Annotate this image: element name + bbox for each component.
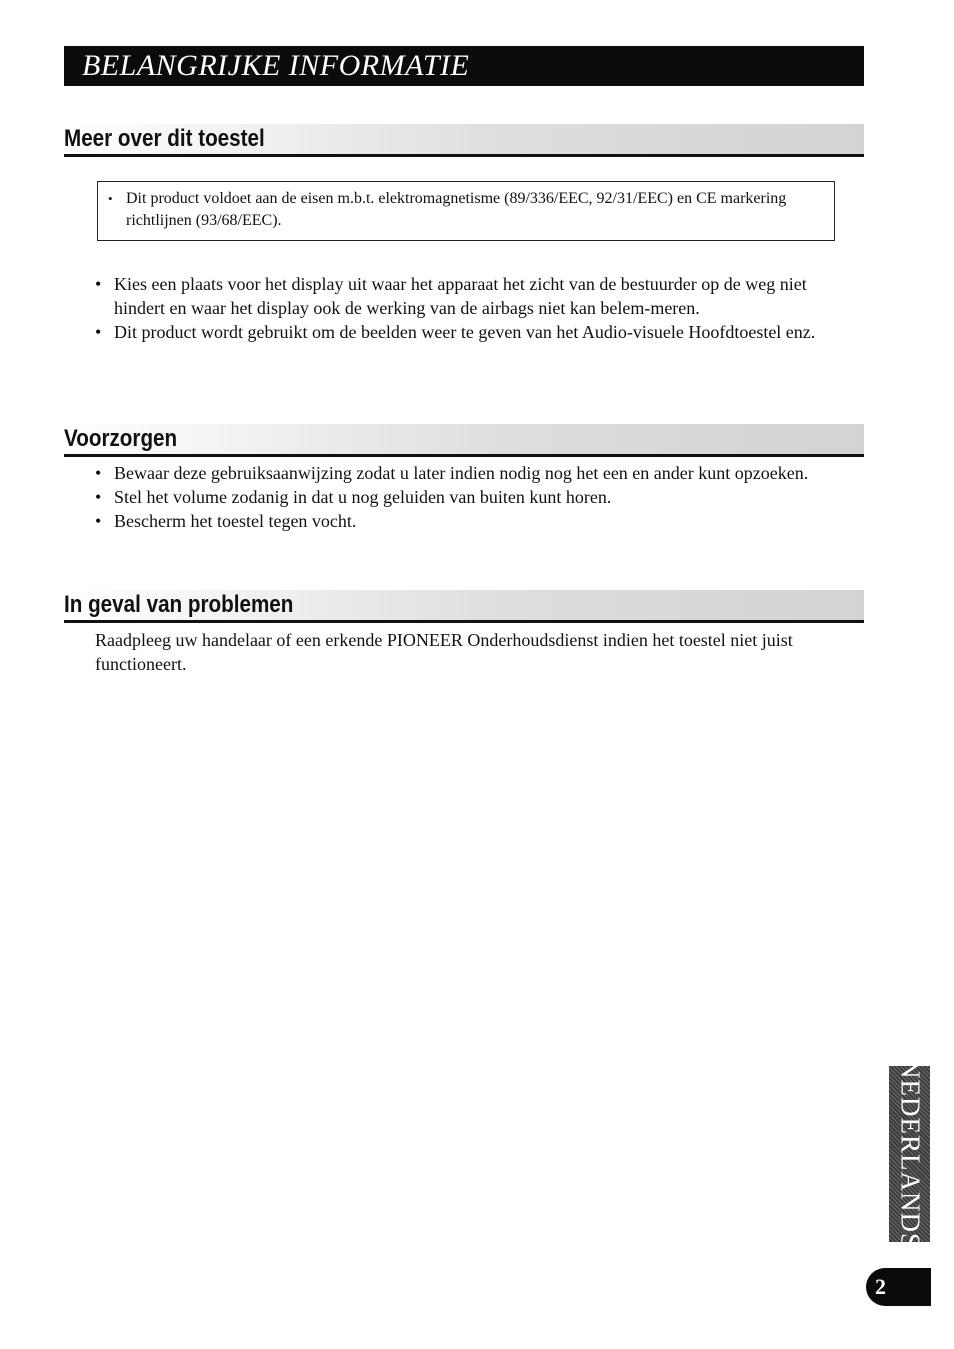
section-heading-text: Meer over dit toestel (64, 125, 265, 152)
bullet-icon: • (95, 511, 102, 531)
list-item (95, 461, 830, 485)
page-title-banner (64, 46, 864, 86)
bullet-icon: • (95, 274, 102, 294)
list-item (95, 509, 830, 533)
list-item-text: Bewaar deze gebruiksaanwijzing zodat u later indien nodig nog het een en ander kunt opzoeken. (114, 463, 809, 483)
section-heading-voorzorgen (64, 424, 864, 457)
bullet-icon: • (95, 463, 102, 483)
page-number: 2 (875, 1274, 886, 1299)
language-tab (889, 1059, 930, 1249)
bullet-icon: • (95, 322, 102, 342)
list-item-text: Bescherm het toestel tegen vocht. (114, 511, 357, 531)
bullet-icon: • (108, 191, 113, 206)
list-item-text: Stel het volume zodanig in dat u nog geluiden van buiten kunt horen. (114, 487, 612, 507)
list-item (95, 320, 830, 344)
section-heading-meer-over-dit-toestel (64, 124, 864, 157)
page-number-badge (866, 1268, 931, 1306)
section-heading-text: In geval van problemen (64, 591, 294, 618)
section-heading-text: Voorzorgen (64, 425, 178, 452)
notice-item (108, 188, 822, 232)
list-item (95, 485, 830, 509)
section-heading-in-geval-van-problemen (64, 590, 864, 623)
language-tab-label: NEDERLANDS (895, 1059, 925, 1249)
bullet-list-display (95, 272, 830, 344)
list-item-text: Kies een plaats voor het display uit waar het apparaat het zicht van de bestuurder op de weg niet hindert en waar het display ook de werking van de airbags niet kan belem-meren. (114, 274, 807, 318)
list-item (95, 272, 830, 320)
bullet-list-voorzorgen (95, 461, 830, 533)
page-title: BELANGRIJKE INFORMATIE (82, 49, 470, 82)
notice-box (97, 181, 835, 241)
list-item-text: Dit product wordt gebruikt om de beelden weer te geven van het Audio-visuele Hoofdtoestel enz. (114, 322, 816, 342)
problems-paragraph: Raadpleeg uw handelaar of een erkende PIONEER Onderhoudsdienst indien het toestel niet juist functioneert. (95, 630, 793, 674)
bullet-icon: • (95, 487, 102, 507)
notice-text: Dit product voldoet aan de eisen m.b.t. elektromagnetisme (89/336/EEC, 92/31/EEC) en CE markering richtlijnen (93/68/EEC). (126, 190, 787, 229)
